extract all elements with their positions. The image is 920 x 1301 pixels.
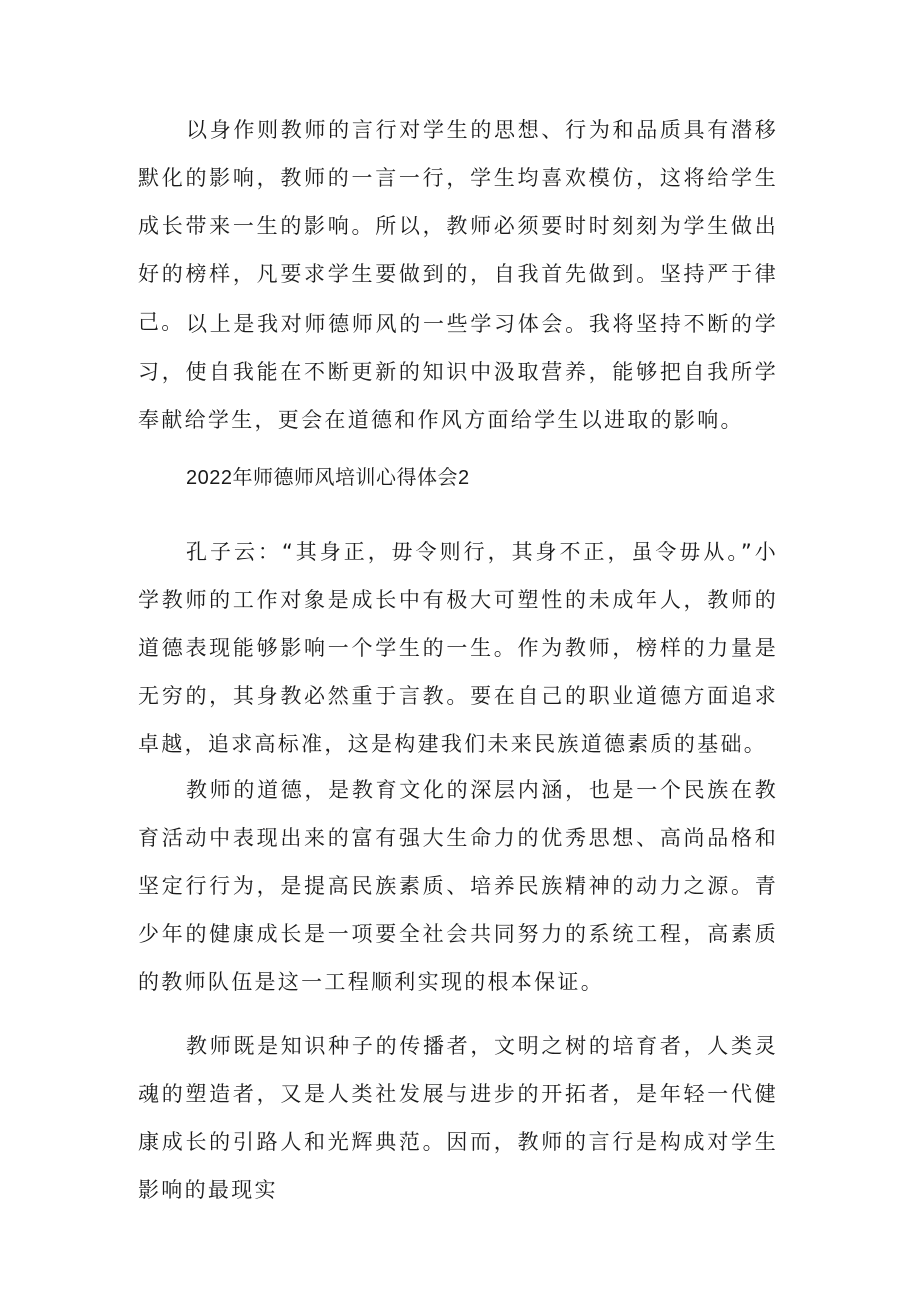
body-paragraph: 以上是我对师德师风的一些学习体会。我将坚持不断的学习，使自我能在不断更新的知识中汲取营养，能够把自我所学奉献给学生，更会在道德和作风方面给学生以进取的影响。 [138,312,778,432]
body-paragraph: 教师的道德，是教育文化的深层内涵，也是一个民族在教育活动中表现出来的富有强大生命力的优秀思想、高尚品格和坚定行行为，是提高民族素质、培养民族精神的动力之源。青少年的健康成长是一项要全社会共同努力的系统工程，高素质的教师队伍是这一工程顺利实现的根本保证。 [138,778,778,994]
body-paragraph: 孔子云：“其身正，毋令则行，其身不正，虽令毋从。”小学教师的工作对象是成长中有极大可塑性的未成年人，教师的道德表现能够影响一个学生的一生。作为教师，榜样的力量是无穷的，其身教必然重于言教。要在自己的职业道德方面追求卓越，追求高标准，这是构建我们未来民族道德素质的基础。 [138,540,778,756]
body-paragraph: 以身作则教师的言行对学生的思想、行为和品质具有潜移默化的影响，教师的一言一行，学生均喜欢模仿，这将给学生成长带来一生的影响。所以，教师必须要时时刻刻为学生做出好的榜样，凡要求学生要做到的，自我首先做到。坚持严于律己。 [138,118,778,334]
section-heading: 2022年师德师风培训心得体会2 [186,467,470,489]
body-paragraph: 教师既是知识种子的传播者，文明之树的培育者，人类灵魂的塑造者，又是人类社发展与进步的开拓者，是年轻一代健康成长的引路人和光辉典范。因而，教师的言行是构成对学生影响的最现实 [138,1034,778,1202]
